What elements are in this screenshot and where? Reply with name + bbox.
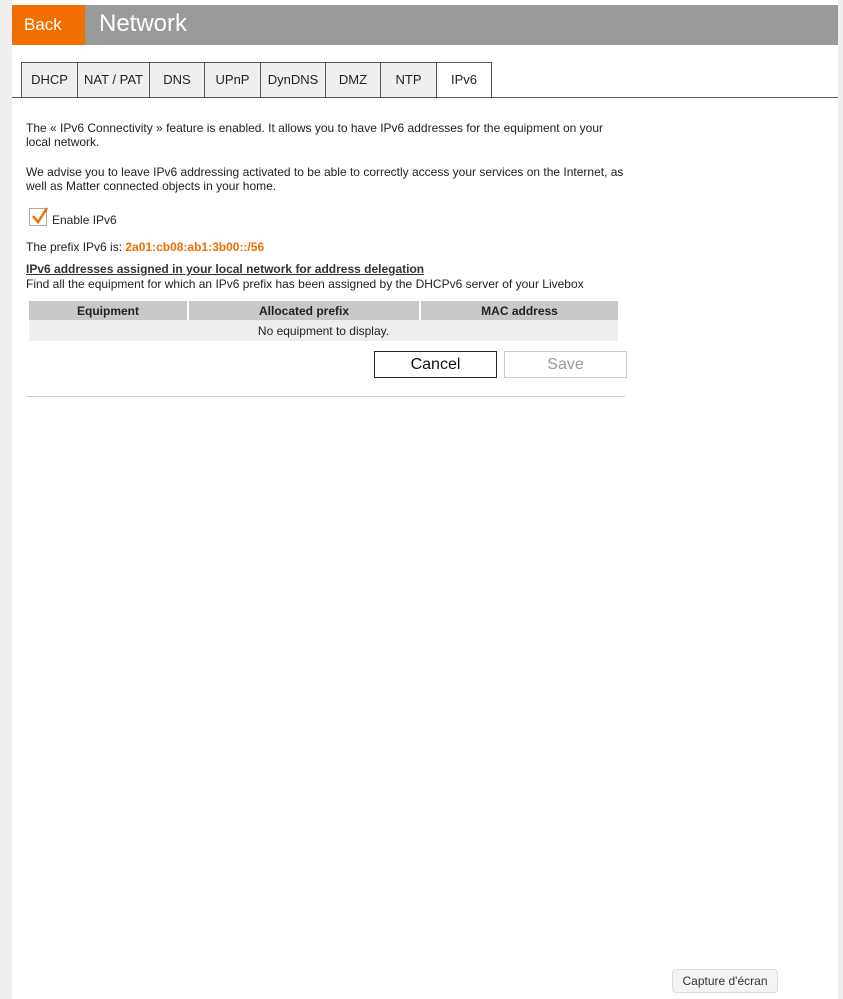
tab-dyndns[interactable]: DynDNS: [260, 62, 325, 98]
checkmark-icon: [31, 207, 49, 225]
advice-text: We advise you to leave IPv6 addressing activated to be able to correctly access your services on the Internet, as well as Matter connected objects in your home.: [26, 165, 624, 193]
tab-dmz[interactable]: DMZ: [325, 62, 380, 98]
prefix-line: [26, 240, 626, 254]
screenshot-tooltip: Capture d'écran: [672, 969, 778, 993]
header: [12, 5, 838, 45]
section-title: IPv6 addresses assigned in your local network for address delegation: [26, 262, 425, 276]
tab-dhcp[interactable]: DHCP: [21, 62, 77, 98]
column-equipment: Equipment: [29, 301, 187, 320]
divider: [26, 396, 625, 397]
enable-ipv6-label: Enable IPv6: [52, 213, 117, 227]
section-description: Find all the equipment for which an IPv6 prefix has been assigned by the DHCPv6 server of your Livebox: [26, 277, 584, 291]
tab-dns[interactable]: DNS: [149, 62, 204, 98]
delegation-table: [27, 301, 620, 341]
page: [12, 0, 838, 999]
column-mac-address: MAC address: [421, 301, 618, 320]
empty-row: No equipment to display.: [29, 320, 618, 341]
page-title: Network: [99, 10, 188, 37]
tab-bar: [21, 62, 492, 98]
tab-ntp[interactable]: NTP: [380, 62, 436, 98]
column-allocated-prefix: Allocated prefix: [189, 301, 419, 320]
prefix-value: 2a01:cb08:ab1:3b00::/56: [125, 240, 265, 254]
back-button[interactable]: Back: [12, 5, 85, 45]
tab-upnp[interactable]: UPnP: [204, 62, 260, 98]
tab-ipv6[interactable]: IPv6: [436, 62, 492, 99]
enable-ipv6-checkbox[interactable]: [29, 208, 47, 226]
intro-text: The « IPv6 Connectivity » feature is enabled. It allows you to have IPv6 addresses for the equipment on your local network.: [26, 121, 603, 149]
prefix-label: The prefix IPv6 is:: [26, 240, 126, 254]
tab-divider: [12, 97, 838, 98]
save-button[interactable]: Save: [504, 351, 627, 378]
tab-nat-pat[interactable]: NAT / PAT: [77, 62, 149, 98]
cancel-button[interactable]: Cancel: [374, 351, 497, 378]
